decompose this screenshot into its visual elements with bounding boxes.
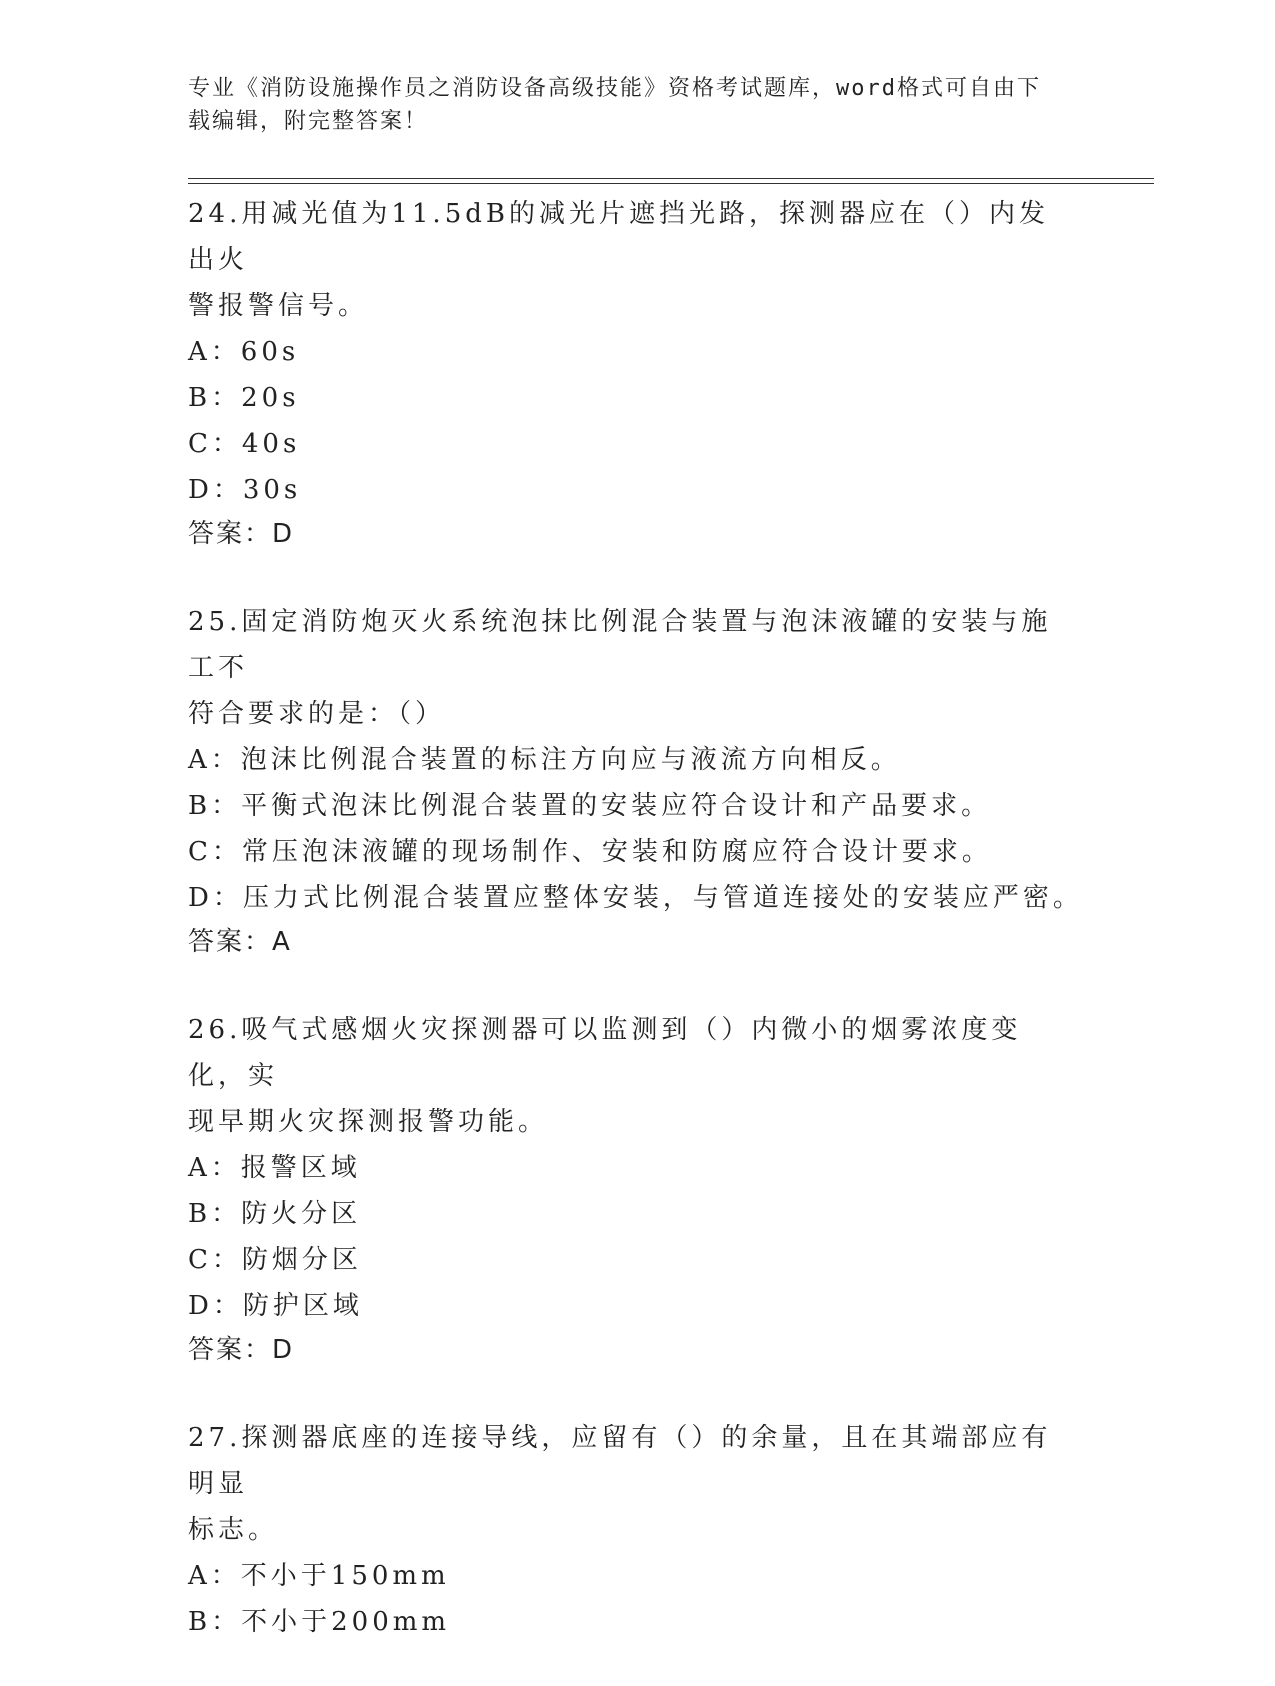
- option-a: A：不小于150mm: [188, 1561, 450, 1591]
- question-stem: [188, 1004, 1078, 1145]
- question-stem: [188, 1412, 1078, 1553]
- question-24: [188, 188, 1078, 555]
- question-25: [188, 596, 1083, 963]
- answer-label: 答案：: [188, 1335, 273, 1365]
- answer-label: 答案：: [188, 519, 273, 549]
- answer: [188, 513, 1078, 555]
- option-c: C：40s: [188, 429, 301, 459]
- question-26: [188, 1004, 1078, 1371]
- option-a: A：60s: [188, 337, 300, 367]
- answer-value: D: [272, 1335, 295, 1365]
- question-stem: [188, 188, 1078, 329]
- header-note-line1: 专业《消防设施操作员之消防设备高级技能》资格考试题库，word格式可自由下: [188, 76, 1041, 101]
- question-27: [188, 1412, 1078, 1645]
- answer-value: D: [272, 519, 295, 549]
- question-stem-line2: 标志。: [188, 1515, 279, 1545]
- question-stem-line1: 25.固定消防炮灭火系统泡抹比例混合装置与泡沫液罐的安装与施工不: [188, 607, 1052, 683]
- answer-value: A: [272, 927, 292, 957]
- answer: [188, 1329, 1078, 1371]
- answer: [188, 921, 1078, 963]
- option-d: D：防护区域: [188, 1291, 363, 1321]
- option-c: C：常压泡沫液罐的现场制作、安装和防腐应符合设计要求。: [188, 837, 992, 867]
- option-b: B：防火分区: [188, 1199, 362, 1229]
- header-divider-bottom: [188, 183, 1154, 184]
- option-d: D：30s: [188, 475, 302, 505]
- option-d: D：压力式比例混合装置应整体安装，与管道连接处的安装应严密。: [188, 883, 1083, 913]
- option-a: A：报警区域: [188, 1153, 361, 1183]
- question-list: [188, 188, 1083, 1686]
- question-stem-line2: 警报警信号。: [188, 291, 369, 321]
- question-stem-line1: 26.吸气式感烟火灾探测器可以监测到（）内微小的烟雾浓度变化，实: [188, 1015, 1022, 1091]
- option-b: B：20s: [188, 383, 300, 413]
- header-note: [188, 72, 1088, 138]
- question-stem-line2: 现早期火灾探测报警功能。: [188, 1107, 549, 1137]
- option-a: A：泡沫比例混合装置的标注方向应与液流方向相反。: [188, 745, 901, 775]
- question-stem-line2: 符合要求的是：（）: [188, 699, 446, 729]
- header-note-line2: 载编辑，附完整答案！: [188, 109, 429, 134]
- option-b: B：平衡式泡沫比例混合装置的安装应符合设计和产品要求。: [188, 791, 992, 821]
- option-c: C：防烟分区: [188, 1245, 362, 1275]
- question-stem: [188, 596, 1078, 737]
- answer-label: 答案：: [188, 927, 273, 957]
- question-stem-line1: 24.用减光值为11.5dB的减光片遮挡光路，探测器应在（）内发出火: [188, 199, 1049, 275]
- question-stem-line1: 27.探测器底座的连接导线，应留有（）的余量，且在其端部应有明显: [188, 1423, 1052, 1499]
- header-divider-top: [188, 178, 1154, 179]
- option-b: B：不小于200mm: [188, 1607, 451, 1637]
